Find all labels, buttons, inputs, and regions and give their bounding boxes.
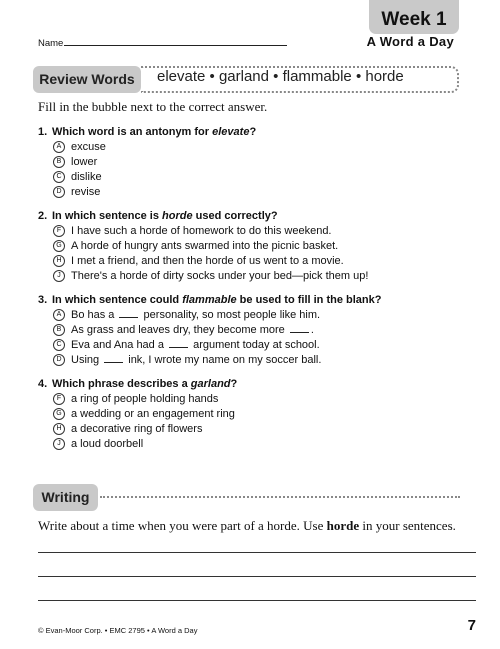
name-label: Name xyxy=(38,38,64,49)
question-1: 1. Which word is an antonym for elevate? xyxy=(38,126,257,138)
answer-option[interactable]: A excuse xyxy=(53,141,106,153)
footer-copyright: © Evan-Moor Corp. • EMC 2795 • A Word a Day xyxy=(38,626,198,635)
bubble-icon[interactable]: F xyxy=(53,393,65,405)
answer-option[interactable]: J a loud doorbell xyxy=(53,438,143,450)
bubble-icon[interactable]: J xyxy=(53,270,65,282)
bubble-icon[interactable]: A xyxy=(53,141,65,153)
review-words-label: Review Words xyxy=(33,66,141,93)
bubble-icon[interactable]: B xyxy=(53,324,65,336)
bubble-icon[interactable]: G xyxy=(53,240,65,252)
answer-option[interactable]: A Bo has a personality, so most people like him. xyxy=(53,309,320,321)
answer-option[interactable]: G a wedding or an engagement ring xyxy=(53,408,235,420)
bubble-icon[interactable]: A xyxy=(53,309,65,321)
question-3: 3. In which sentence could flammable be used to fill in the blank? xyxy=(38,294,382,306)
question-2: 2. In which sentence is horde used correctly? xyxy=(38,210,278,222)
page-subtitle: A Word a Day xyxy=(366,34,454,49)
bubble-icon[interactable]: C xyxy=(53,171,65,183)
answer-option[interactable]: D Using ink, I wrote my name on my soccer ball. xyxy=(53,354,321,366)
fill-blank xyxy=(169,339,188,348)
answer-option[interactable]: C dislike xyxy=(53,171,102,183)
answer-option[interactable]: D revise xyxy=(53,186,100,198)
review-words-list: elevate • garland • flammable • horde xyxy=(157,68,404,85)
name-field[interactable] xyxy=(64,45,287,46)
answer-option[interactable]: H a decorative ring of flowers xyxy=(53,423,202,435)
bubble-icon[interactable]: B xyxy=(53,156,65,168)
answer-option[interactable]: B lower xyxy=(53,156,97,168)
bubble-icon[interactable]: H xyxy=(53,255,65,267)
fill-blank xyxy=(290,324,309,333)
writing-line[interactable] xyxy=(38,576,476,577)
writing-line[interactable] xyxy=(38,552,476,553)
bubble-icon[interactable]: J xyxy=(53,438,65,450)
week-title: Week 1 xyxy=(381,9,447,30)
answer-option[interactable]: H I met a friend, and then the horde of us went to a movie. xyxy=(53,255,344,267)
instruction-text: Fill in the bubble next to the correct answer. xyxy=(38,99,268,114)
writing-prompt: Write about a time when you were part of a horde. Use horde in your sentences. xyxy=(38,518,456,533)
question-4: 4. Which phrase describes a garland? xyxy=(38,378,238,390)
page-number: 7 xyxy=(467,617,476,634)
fill-blank xyxy=(119,309,138,318)
answer-option[interactable]: G A horde of hungry ants swarmed into the picnic basket. xyxy=(53,240,338,252)
answer-option[interactable]: J There's a horde of dirty socks under your bed—pick them up! xyxy=(53,270,368,282)
answer-option[interactable]: F I have such a horde of homework to do this weekend. xyxy=(53,225,332,237)
bubble-icon[interactable]: G xyxy=(53,408,65,420)
answer-option[interactable]: C Eva and Ana had a argument today at school. xyxy=(53,339,320,351)
bubble-icon[interactable]: C xyxy=(53,339,65,351)
bubble-icon[interactable]: D xyxy=(53,354,65,366)
fill-blank xyxy=(104,354,123,363)
writing-line[interactable] xyxy=(38,600,476,601)
answer-option[interactable]: F a ring of people holding hands xyxy=(53,393,218,405)
bubble-icon[interactable]: D xyxy=(53,186,65,198)
bubble-icon[interactable]: H xyxy=(53,423,65,435)
bubble-icon[interactable]: F xyxy=(53,225,65,237)
writing-label: Writing xyxy=(33,484,98,511)
writing-divider xyxy=(100,496,460,498)
answer-option[interactable]: B As grass and leaves dry, they become more . xyxy=(53,324,314,336)
